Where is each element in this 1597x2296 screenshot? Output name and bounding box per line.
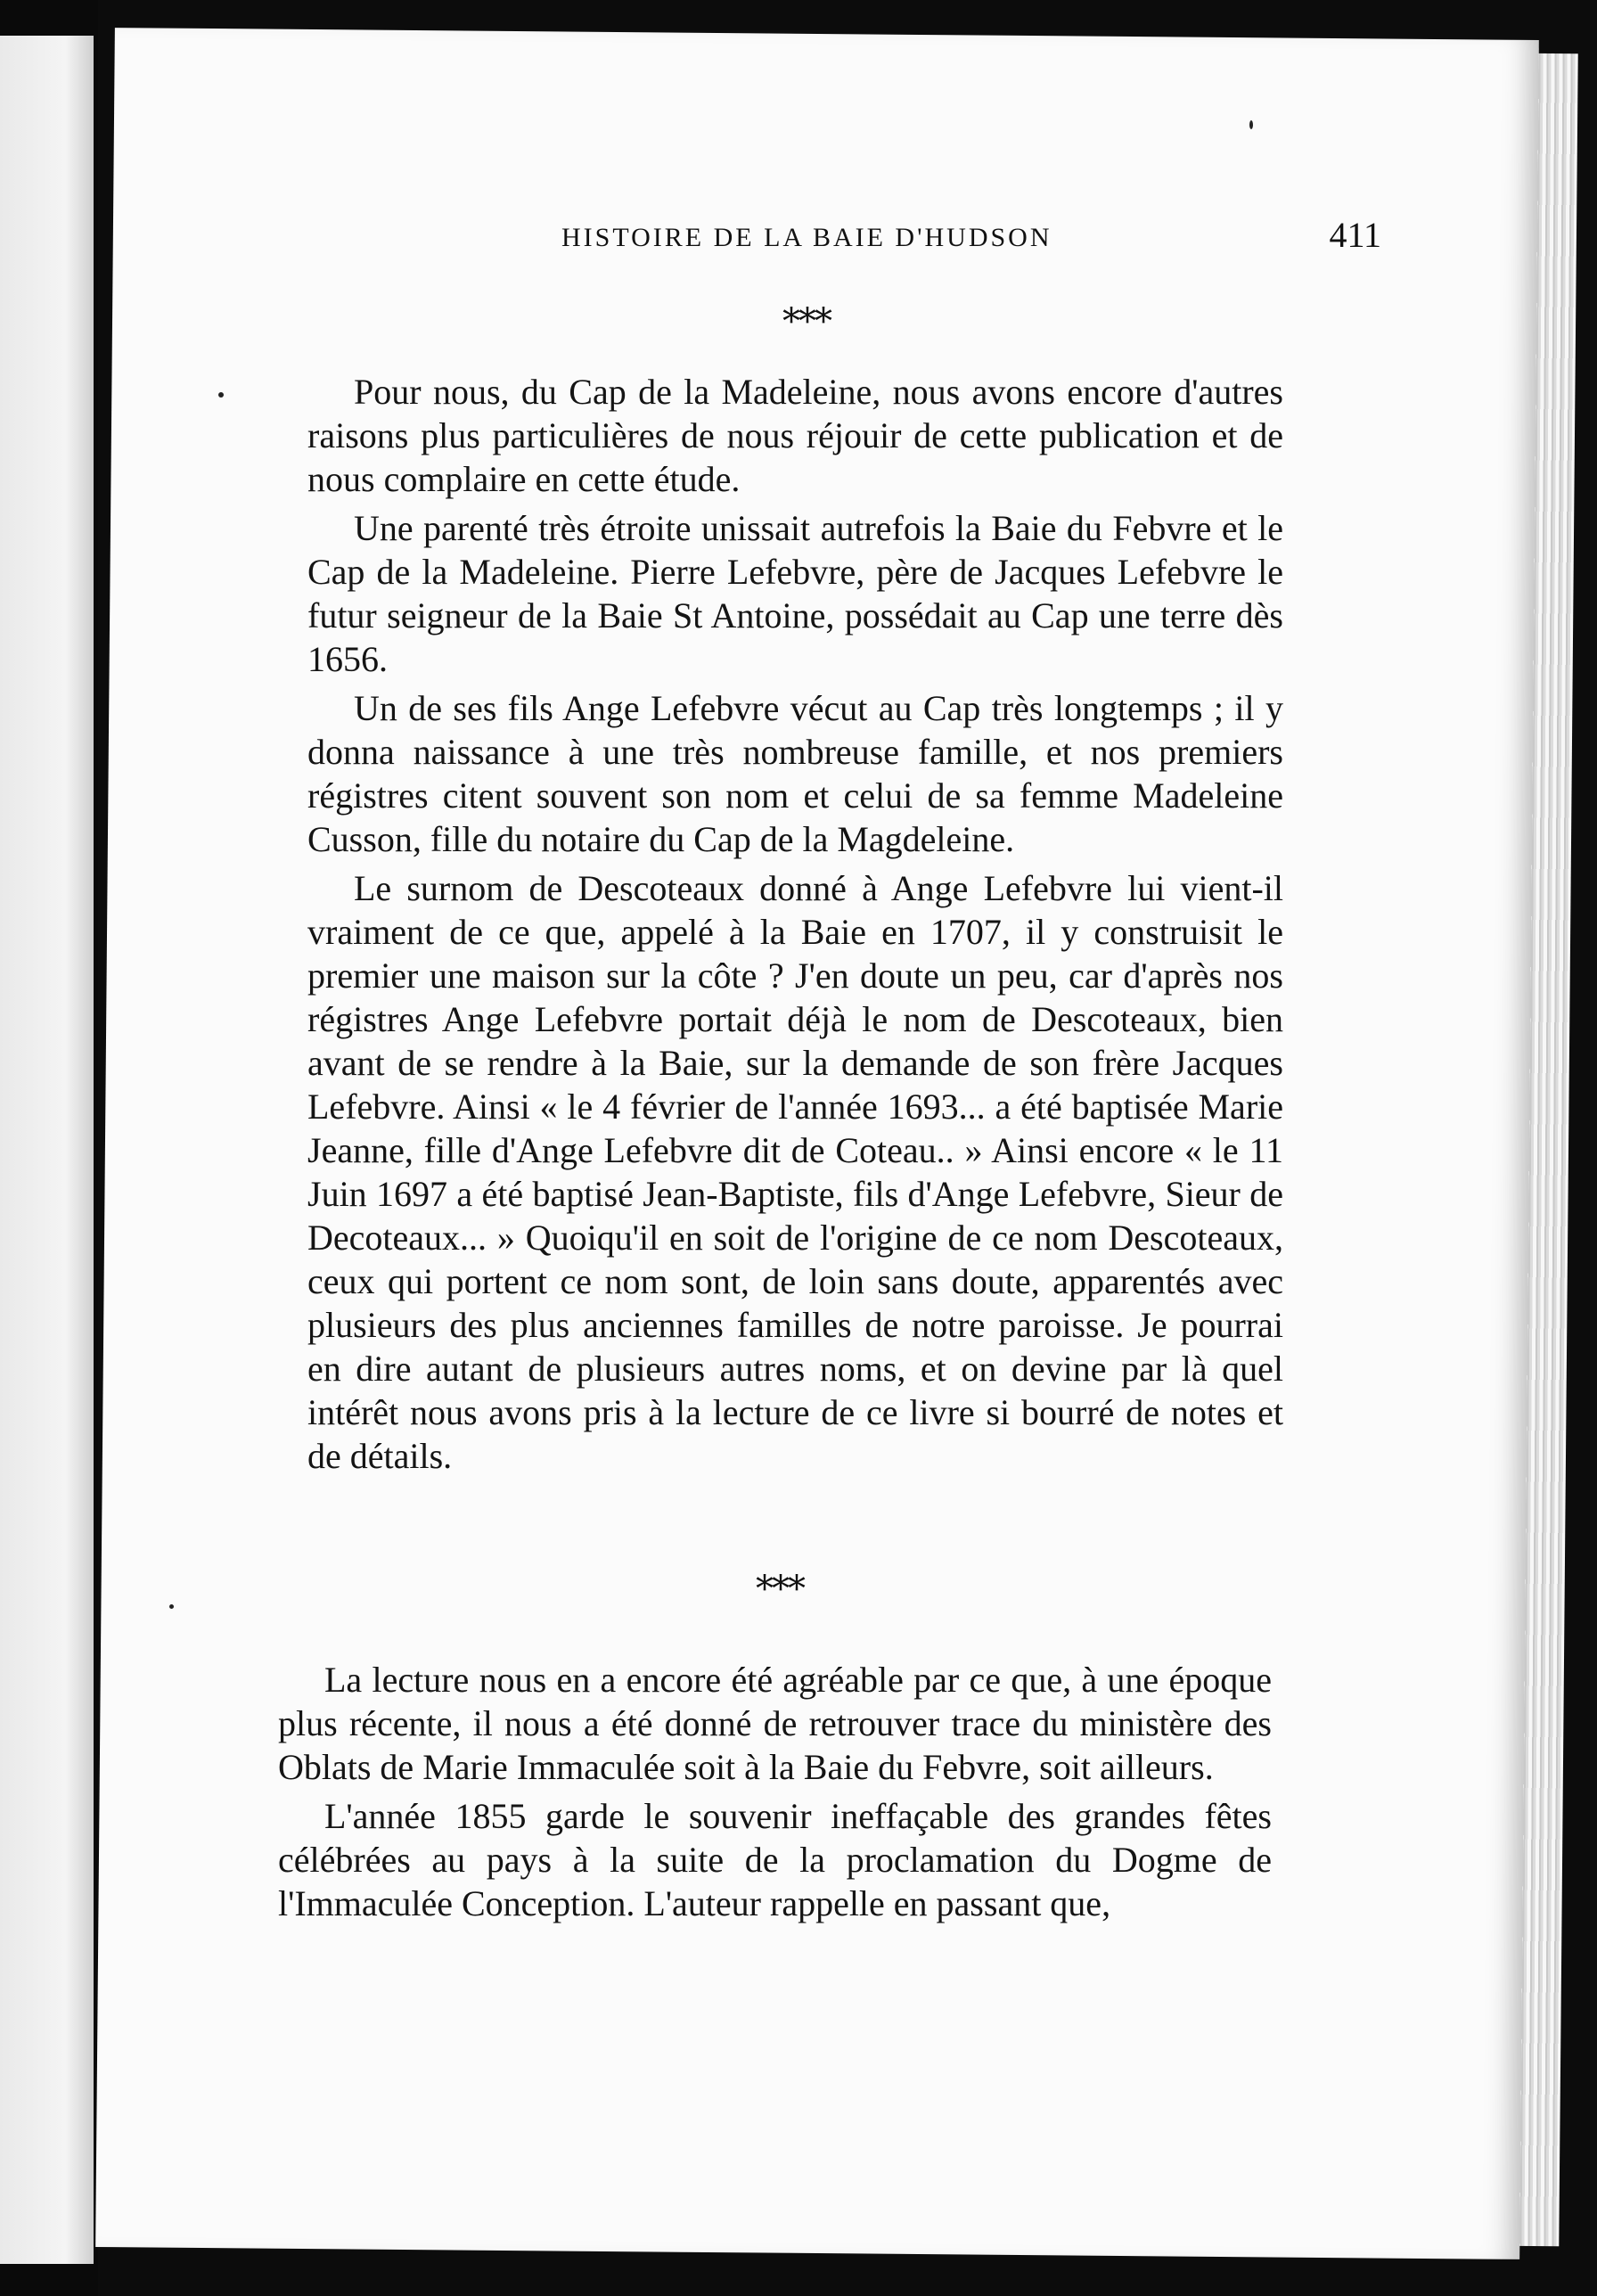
section-2-text xyxy=(278,1658,1272,1931)
paragraph-3: Un de ses fils Ange Lefebvre vécut au Cap très longtemps ; il y donna naissance à une très nombreuse famille, et nos premiers régistres citent souvent son nom et celui de sa femme Madeleine Cusson, fille du notaire du Cap de la Magdeleine. xyxy=(307,688,1283,859)
paragraph-1: Pour nous, du Cap de la Madeleine, nous avons encore d'autres raisons plus particulières de nous réjouir de cette publication et de nous complaire en cette étude. xyxy=(307,372,1283,499)
page-number: 411 xyxy=(1329,215,1381,255)
paragraph-2: Une parenté très étroite unissait autrefois la Baie du Febvre et le Cap de la Madeleine. Pierre Lefebvre, père de Jacques Lefebvre le futur seigneur de la Baie St Antoine, possédait au Cap une terre dès 1656. xyxy=(307,508,1283,679)
section-1-text xyxy=(307,370,1283,1483)
paragraph-5: La lecture nous en a encore été agréable par ce que, à une époque plus récente, il nous a été donné de retrouver trace du ministère des Oblats de Marie Immaculée soit à la Baie du Febvre, soit ailleurs. xyxy=(278,1660,1272,1787)
facing-page-edge xyxy=(0,36,94,2264)
page-header xyxy=(437,207,1381,269)
running-title: HISTOIRE DE LA BAIE D'HUDSON xyxy=(561,223,1052,252)
section-separator-2: *** xyxy=(756,1569,804,1610)
scan-speck xyxy=(218,392,224,398)
scan-speck xyxy=(169,1604,174,1609)
scan-speck xyxy=(1249,120,1253,129)
section-separator-1: *** xyxy=(782,301,831,342)
paragraph-6: L'année 1855 garde le souvenir ineffaçable des grandes fêtes célébrées au pays à la suite de la proclamation du Dogme de l'Immaculée Conception. L'auteur rappelle en passant que, xyxy=(278,1796,1272,1923)
paragraph-4: Le surnom de Descoteaux donné à Ange Lefebvre lui vient-il vraiment de ce que, appelé à la Baie en 1707, il y construisit le premier une maison sur la côte ? J'en doute un peu, car d'après nos régistres Ange Lefebvre portait déjà le nom de Descoteaux, bien avant de se rendre à la Baie, sur la demande de son frère Jacques Lefebvre. Ainsi « le 4 février de l'année 1693... a été baptisée Marie Jeanne, fille d'Ange Lefebvre dit de Coteau.. » Ainsi encore « le 11 Juin 1697 a été baptisé Jean-Baptiste, fils d'Ange Lefebvre, Sieur de Decoteaux... » Quoiqu'il en soit de l'origine de ce nom Descoteaux, ceux qui portent ce nom sont, de loin sans doute, apparentés avec plusieurs des plus anciennes familles de notre paroisse. Je pourrai en dire autant de plusieurs autres noms, et on devine par là quel intérêt nous avons pris à la lecture de ce livre si bourré de notes et de détails. xyxy=(307,868,1283,1476)
